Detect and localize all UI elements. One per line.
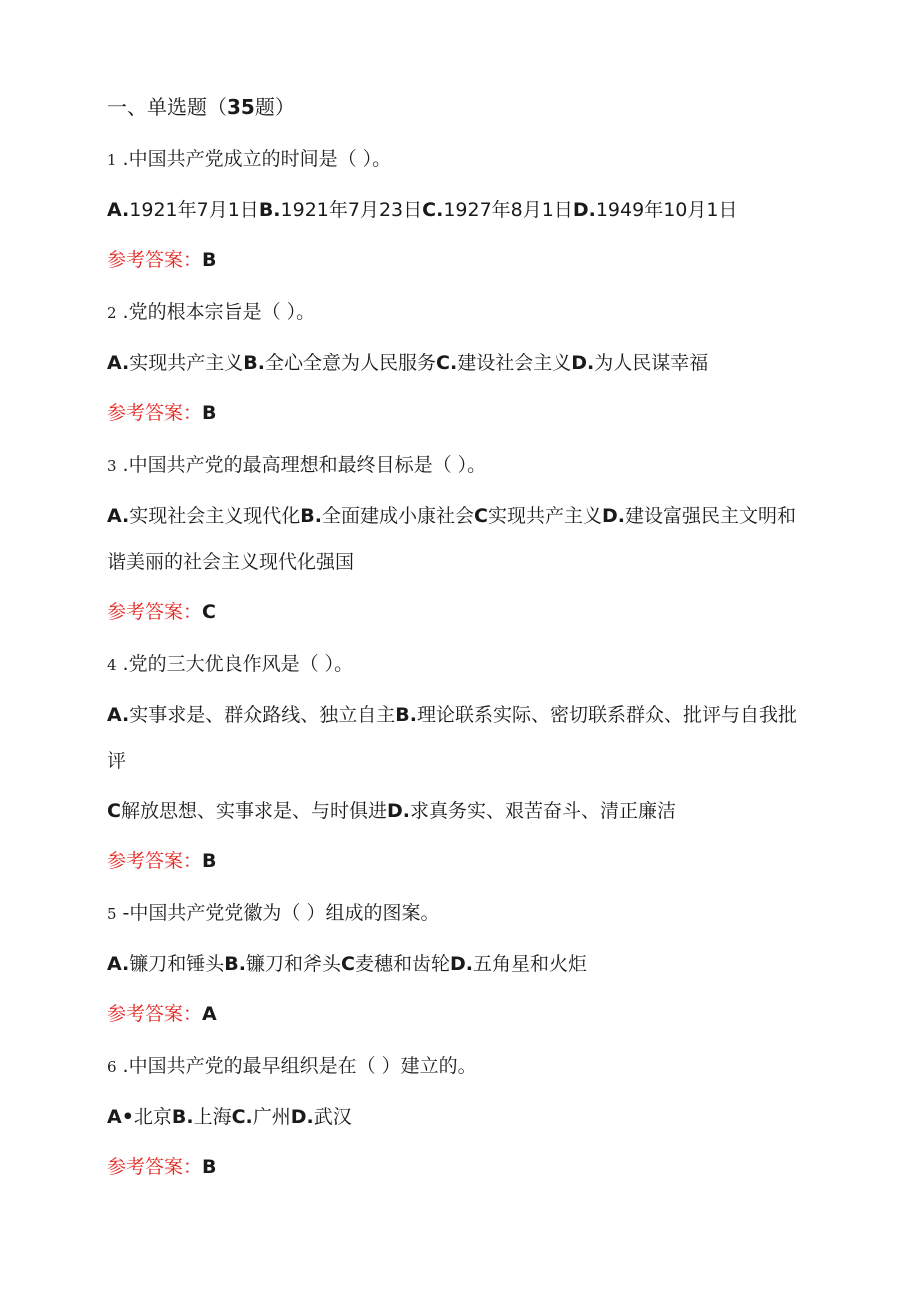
option-letter: C — [474, 505, 488, 527]
question-text: -中国共产党党徽为（ ）组成的图案。 — [122, 902, 440, 924]
answer-label: 参考答案： — [107, 601, 203, 623]
section-title-suffix: 题） — [254, 95, 295, 119]
option-text: 实现社会主义现代化 — [129, 505, 301, 527]
answer-value: A — [202, 1003, 217, 1025]
answer-value: B — [202, 402, 217, 424]
option-text: 1927年8月1日 — [443, 199, 573, 221]
option-letter: A. — [107, 199, 130, 221]
question-text: .中国共产党成立的时间是（ ）。 — [122, 148, 392, 170]
option-letter: C — [107, 800, 121, 822]
option-letter: C. — [231, 1106, 253, 1128]
question-stem — [107, 1051, 807, 1082]
option-letter: D. — [572, 199, 596, 221]
question-number: 4 — [107, 656, 117, 674]
question-text: .中国共产党的最早组织是在（ ）建立的。 — [122, 1055, 477, 1077]
option-letter: B. — [395, 704, 417, 726]
reference-answer — [107, 245, 807, 275]
option-text: 广州 — [252, 1106, 291, 1128]
document-page — [107, 92, 807, 1204]
question-text: .党的三大优良作风是（ ）。 — [122, 653, 354, 675]
question-text: .党的根本宗旨是（ ）。 — [122, 301, 316, 323]
option-letter: A. — [107, 352, 130, 374]
option-text: 1921年7月1日 — [129, 199, 259, 221]
options-paragraph — [107, 788, 797, 834]
reference-answer — [107, 846, 807, 876]
question-stem — [107, 297, 807, 328]
option-text: 实现共产主义 — [129, 352, 244, 374]
section-title-prefix: 一、单选题（ — [107, 95, 227, 119]
section-title — [107, 92, 807, 122]
question-number: 3 — [107, 457, 117, 475]
options-paragraph — [107, 1094, 797, 1140]
reference-answer — [107, 597, 807, 627]
reference-answer — [107, 1152, 807, 1182]
option-text: 解放思想、实事求是、与时俱进 — [120, 800, 387, 822]
reference-answer — [107, 398, 807, 428]
option-text: 求真务实、艰苦奋斗、清正廉洁 — [409, 800, 676, 822]
answer-label: 参考答案： — [107, 1156, 203, 1178]
option-text: 为人民谋幸福 — [594, 352, 709, 374]
option-letter: D. — [386, 800, 410, 822]
options-paragraph — [107, 493, 797, 585]
option-letter: C. — [436, 352, 458, 374]
question-count: 35 — [227, 95, 255, 119]
option-text: 实现共产主义 — [487, 505, 602, 527]
option-text: 北京 — [133, 1106, 172, 1128]
option-letter: A. — [107, 953, 130, 975]
option-text: 实事求是、群众路线、独立自主 — [129, 704, 396, 726]
answer-label: 参考答案： — [107, 1003, 203, 1025]
question-number: 1 — [107, 151, 117, 169]
option-letter: A• — [107, 1106, 134, 1128]
option-letter: D. — [571, 352, 595, 374]
option-letter: B. — [300, 505, 322, 527]
options-paragraph — [107, 692, 797, 784]
option-text: 1921年7月23日 — [280, 199, 423, 221]
answer-label: 参考答案： — [107, 249, 203, 271]
question-number: 5 — [107, 905, 117, 923]
question-stem — [107, 649, 807, 680]
question-text: .中国共产党的最高理想和最终目标是（ ）。 — [122, 454, 487, 476]
options-paragraph — [107, 941, 797, 987]
option-letter: B. — [258, 199, 281, 221]
option-text: 镰刀和斧头 — [246, 953, 342, 975]
question-number: 6 — [107, 1058, 117, 1076]
answer-label: 参考答案： — [107, 850, 203, 872]
option-text: 理论联系实际、密切联系群众、批评与自我批评 — [107, 704, 798, 772]
answer-value: B — [202, 1156, 217, 1178]
option-text: 武汉 — [313, 1106, 352, 1128]
option-text: 麦穗和齿轮 — [354, 953, 450, 975]
option-text: 镰刀和锤头 — [129, 953, 225, 975]
question-list — [107, 144, 807, 1182]
answer-value: C — [202, 601, 216, 623]
question-number: 2 — [107, 304, 117, 322]
option-letter: C. — [422, 199, 444, 221]
option-text: 全心全意为人民服务 — [265, 352, 437, 374]
option-text: 建设社会主义 — [457, 352, 572, 374]
question-stem — [107, 450, 807, 481]
option-letter: B. — [171, 1106, 194, 1128]
option-letter: D. — [290, 1106, 314, 1128]
option-letter: B. — [224, 953, 246, 975]
option-text: 1949年10月1日 — [595, 199, 738, 221]
option-letter: B. — [243, 352, 265, 374]
options-paragraph — [107, 340, 797, 386]
option-letter: D. — [449, 953, 473, 975]
options-paragraph — [107, 187, 797, 233]
question-stem — [107, 898, 807, 929]
option-letter: A. — [107, 505, 130, 527]
option-letter: C — [341, 953, 355, 975]
option-text: 上海 — [193, 1106, 232, 1128]
option-letter: A. — [107, 704, 130, 726]
answer-label: 参考答案： — [107, 402, 203, 424]
option-text: 全面建成小康社会 — [322, 505, 475, 527]
question-stem — [107, 144, 807, 175]
option-text: 五角星和火炬 — [472, 953, 587, 975]
answer-value: B — [202, 249, 217, 271]
answer-value: B — [202, 850, 217, 872]
option-text: 建设富强民主文明和谐美丽的社会主义现代化强国 — [107, 505, 796, 573]
reference-answer — [107, 999, 807, 1029]
option-letter: D. — [601, 505, 625, 527]
